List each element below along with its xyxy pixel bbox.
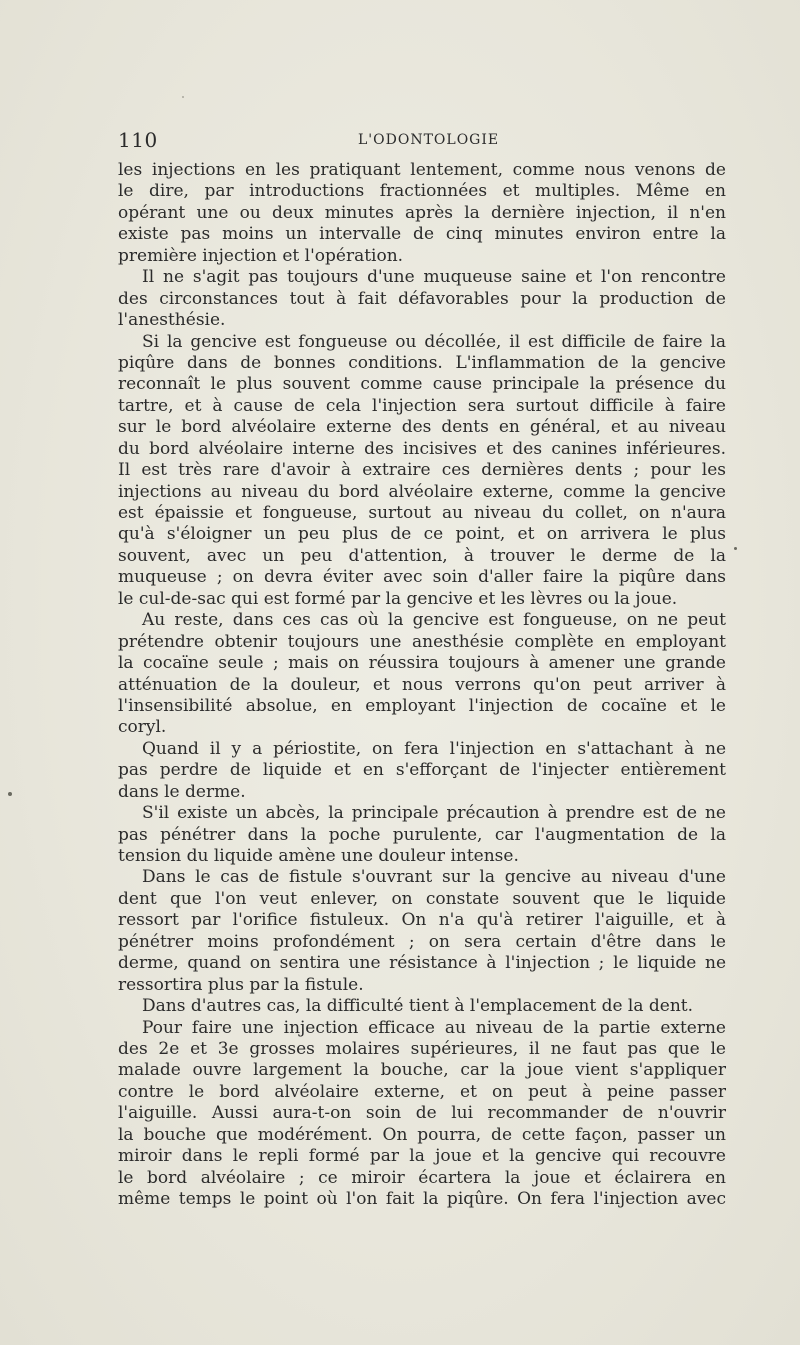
text-line: le cul-de-sac qui est formé par la gencive et les lèvres ou la joue. [118,588,678,609]
paper-speck [182,96,184,98]
page-header [118,128,726,152]
text-line: le dire, par introductions fractionnées et multiples. Même en [118,181,726,202]
text-line: prétendre obtenir toujours une anesthésie complète en employant [118,631,726,652]
text-line: qu'à s'éloigner un peu plus de ce point, et on arrivera le plus [118,524,726,545]
text-line: sur le bord alvéolaire externe des dents en général, et au niveau [118,417,726,438]
text-line: Si la gencive est fongueuse ou décollée, il est difficile de faire la [142,331,726,352]
text-line: tension du liquide amène une douleur intense. [118,846,519,866]
text-line: Au reste, dans ces cas où la gencive est fongueuse, on ne peut [142,610,726,631]
text-line: les injections en les pratiquant lentement, comme nous venons de [118,160,726,180]
text-line: existe pas moins un intervalle de cinq minutes environ entre la [118,224,726,245]
text-line: dent que l'on veut enlever, on constate souvent que le liquide [118,888,726,909]
text-line: miroir dans le repli formé par la joue et la gencive qui recouvre [118,1146,726,1167]
text-line: tartre, et à cause de cela l'injection sera surtout difficile à faire [118,395,726,416]
text-line: dans le derme. [118,781,246,802]
text-line: la bouche que modérément. On pourra, de cette façon, passer un [118,1124,726,1145]
running-title: L'ODONTOLOGIE [358,132,500,148]
text-line: du bord alvéolaire interne des incisives et des canines inférieures. [118,438,726,459]
text-line: atténuation de la douleur, et nous verrons qu'on peut arriver à [118,674,726,695]
text-line: Il est très rare d'avoir à extraire ces dernières dents ; pour les [118,460,726,481]
text-line: pénétrer moins profondément ; on sera certain d'être dans le [118,931,726,952]
text-line: le bord alvéolaire ; ce miroir écartera la joue et éclairera en [118,1167,726,1188]
text-line: Pour faire une injection efficace au niveau de la partie externe [142,1017,726,1038]
text-line: Dans le cas de fistule s'ouvrant sur la gencive au niveau d'une [142,867,726,888]
text-line: pas perdre de liquide et en s'efforçant de l'injecter entièrement [118,760,726,781]
text-line: l'insensibilité absolue, en employant l'injection de cocaïne et le [118,695,726,716]
text-line: ressortira plus par la fistule. [118,974,364,995]
text-line: première injection et l'opération. [118,245,404,266]
text-line: reconnaît le plus souvent comme cause principale la présence du [118,374,726,395]
text-line: ressort par l'orifice fistuleux. On n'a qu'à retirer l'aiguille, et à [118,910,726,931]
text-line: des 2e et 3e grosses molaires supérieures, il ne faut pas que le [118,1038,726,1059]
text-line: injections au niveau du bord alvéolaire externe, comme la gencive [118,481,726,502]
text-line: l'anesthésie. [118,310,226,331]
text-line: est épaissie et fongueuse, surtout au niveau du collet, on n'aura [118,503,726,523]
text-line: opérant une ou deux minutes après la dernière injection, il n'en [118,202,726,223]
text-line: l'aiguille. Aussi aura-t-on soin de lui recommander de n'ouvrir [118,1103,726,1124]
text-line: Il ne s'agit pas toujours d'une muqueuse saine et l'on rencontre [142,267,726,288]
text-line: piqûre dans de bonnes conditions. L'inflammation de la gencive [118,352,726,373]
text-line: Quand il y a périostite, on fera l'injection en s'attachant à ne [142,738,726,759]
text-line: coryl. [118,717,167,738]
text-line: S'il existe un abcès, la principale précaution à prendre est de ne [142,803,726,824]
body-text [118,160,726,1210]
paper-speck [8,792,12,796]
text-line: contre le bord alvéolaire externe, et on peut à peine passer [118,1081,726,1102]
text-line: même temps le point où l'on fait la piqûre. On fera l'injection avec [118,1189,726,1209]
text-line: Dans d'autres cas, la difficulté tient à l'emplacement de la dent. [142,996,694,1017]
text-line: derme, quand on sentira une résistance à l'injection ; le liquide ne [118,953,726,974]
paper-speck [734,547,737,550]
text-line: malade ouvre largement la bouche, car la joue vient s'appliquer [118,1060,726,1081]
text-line: la cocaïne seule ; mais on réussira toujours à amener une grande [118,653,726,674]
text-line: des circonstances tout à fait défavorables pour la production de [118,288,726,309]
text-line: pas pénétrer dans la poche purulente, car l'augmentation de la [118,824,726,845]
page-number: 110 [118,128,158,152]
text-line: souvent, avec un peu d'attention, à trouver le derme de la [118,545,726,566]
text-line: muqueuse ; on devra éviter avec soin d'aller faire la piqûre dans [118,567,726,588]
